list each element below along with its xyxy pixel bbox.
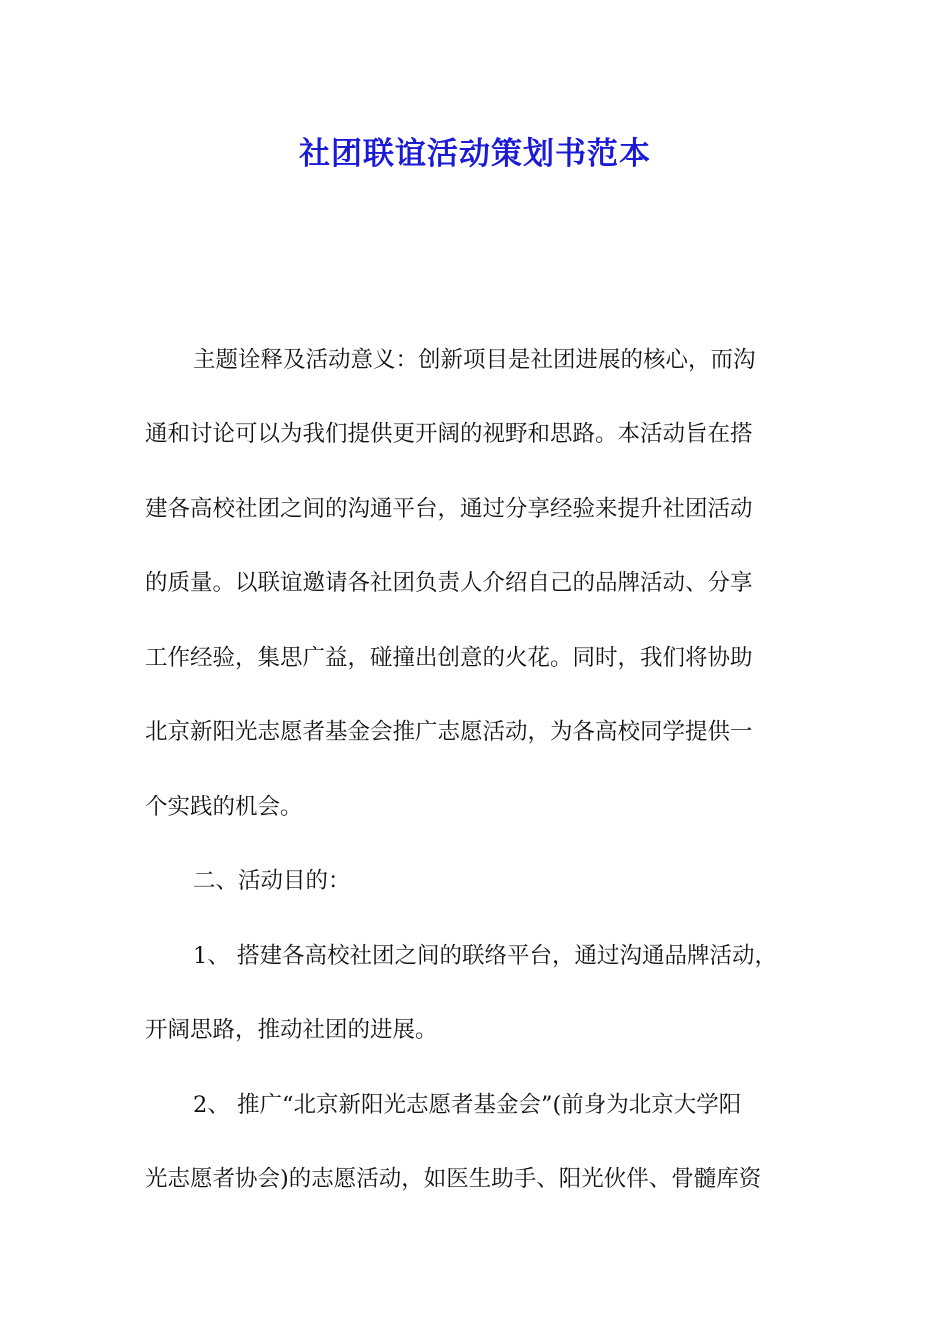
section-heading: 二、活动目的： (193, 868, 351, 894)
paragraph-line: 建各高校社团之间的沟通平台，通过分享经验来提升社团活动 (145, 496, 753, 522)
paragraph-line: 主题诠释及活动意义：创新项目是社团进展的核心，而沟 (193, 347, 756, 373)
list-item-line: 光志愿者协会)的志愿活动，如医生助手、阳光伙伴、骨髓库资 (145, 1166, 762, 1192)
paragraph-line: 北京新阳光志愿者基金会推广志愿活动，为各高校同学提供一 (145, 719, 753, 745)
list-item-line: 1、 搭建各高校社团之间的联络平台，通过沟通品牌活动， (193, 943, 777, 969)
paragraph-line: 工作经验，集思广益，碰撞出创意的火花。同时，我们将协助 (145, 645, 753, 671)
paragraph-line: 个实践的机会。 (145, 794, 303, 820)
list-item-line: 2、 推广“北京新阳光志愿者基金会”(前身为北京大学阳 (193, 1092, 742, 1118)
paragraph-line: 的质量。以联谊邀请各社团负责人介绍自己的品牌活动、分享 (145, 570, 753, 596)
list-item-line: 开阔思路，推动社团的进展。 (145, 1017, 438, 1043)
document-title: 社团联谊活动策划书范本 (299, 136, 651, 172)
paragraph-line: 通和讨论可以为我们提供更开阔的视野和思路。本活动旨在搭 (145, 421, 753, 447)
